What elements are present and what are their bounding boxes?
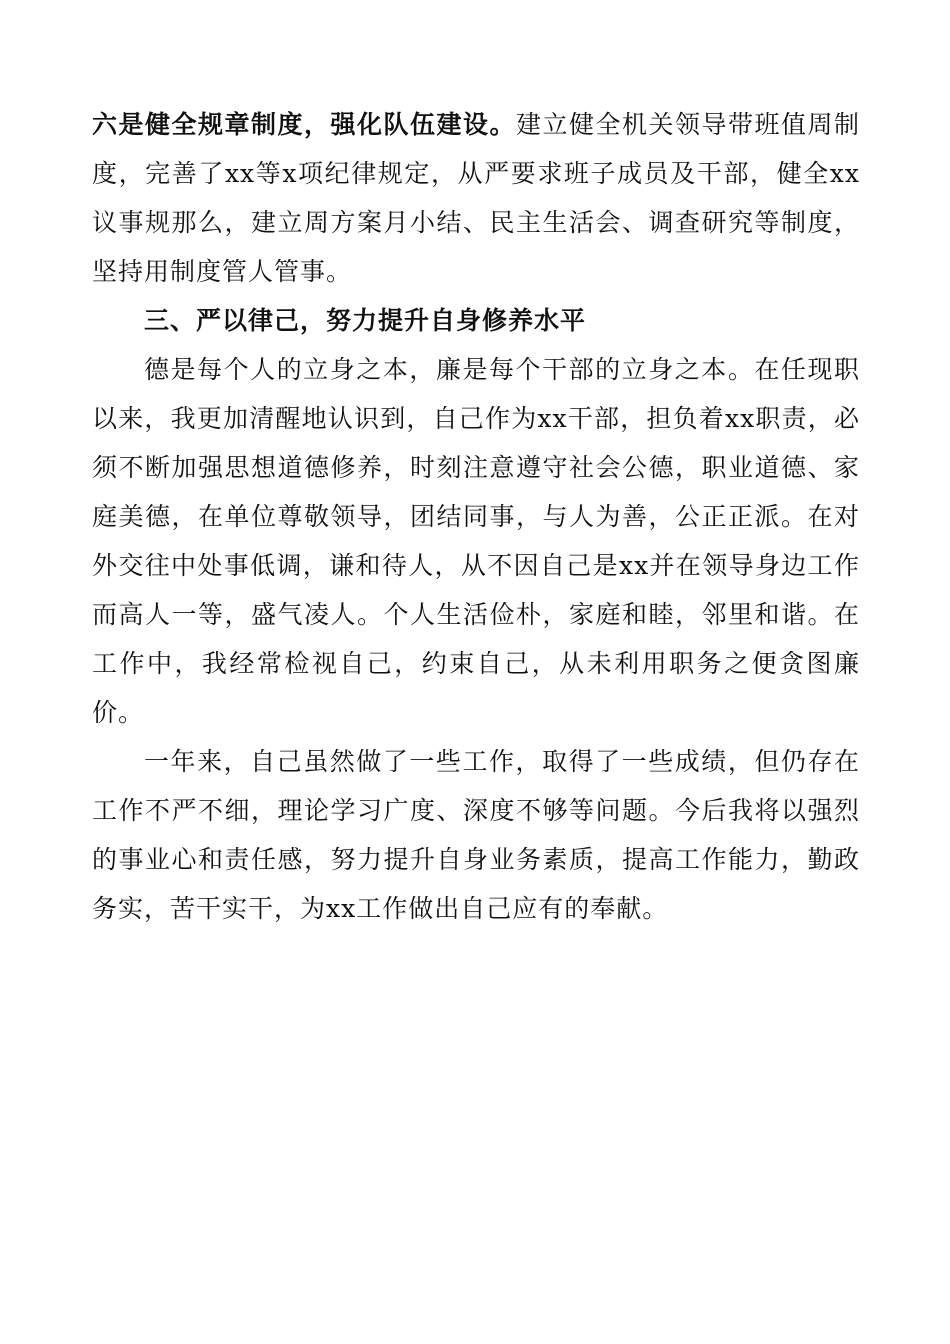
document-body bbox=[92, 100, 860, 933]
paragraph-self-discipline: 德是每个人的立身之本，廉是每个干部的立身之本。在任现职以来，我更加清醒地认识到，自己作为xx干部，担负着xx职责，必须不断加强思想道德修养，时刻注意遵守社会公德，职业道德、家庭美德，在单位尊敬领导，团结同事，与人为善，公正正派。在对外交往中处事低调，谦和待人，从不因自己是xx并在领导身边工作而高人一等，盛气凌人。个人生活俭朴，家庭和睦，邻里和谐。在工作中，我经常检视自己，约束自己，从未利用职务之便贪图廉价。 bbox=[92, 355, 860, 727]
section-heading: 三、严以律己，努力提升自身修养水平 bbox=[144, 306, 587, 335]
paragraph-rules-and-team bbox=[92, 100, 860, 296]
paragraph-text: 建立健全机关领导带班值周制度，完善了xx等x项纪律规定，从严要求班子成员及干部，健全xx议事规那么，建立周方案月小结、民主生活会、调查研究等制度，坚持用制度管人管事。 bbox=[92, 110, 860, 286]
paragraph-conclusion: 一年来，自己虽然做了一些工作，取得了一些成绩，但仍存在工作不严不细，理论学习广度、深度不够等问题。今后我将以强烈的事业心和责任感，努力提升自身业务素质，提高工作能力，勤政务实，苦干实干，为xx工作做出自己应有的奉献。 bbox=[92, 747, 860, 923]
paragraph-lead-bold: 六是健全规章制度，强化队伍建设。 bbox=[92, 110, 516, 139]
